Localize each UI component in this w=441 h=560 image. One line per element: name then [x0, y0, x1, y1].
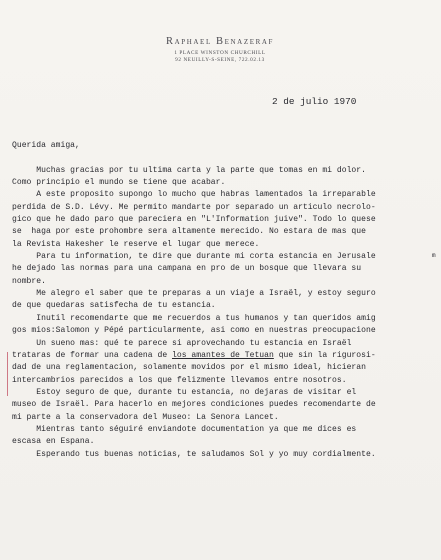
letterhead — [110, 36, 330, 63]
body-line: escasa en Espana. — [12, 437, 95, 447]
body-line: Para tu information, te dire que durante mi corta estancia en Jerusale — [12, 252, 376, 262]
body-line: de que quedaras satisfecha de tu estancia. — [12, 301, 216, 311]
spacer — [12, 152, 436, 164]
body-line: Como principio el mundo se tiene que acabar. — [12, 178, 226, 188]
margin-annotation-mark — [7, 352, 11, 396]
letterhead-address-line-2: 92 NEUILLY-S-SEINE, 722.02.13 — [175, 57, 265, 63]
letter-date: 2 de julio 1970 — [272, 96, 357, 107]
letterhead-address-line-1: 1 PLACE WINSTON CHURCHILL — [174, 50, 266, 56]
body-line: he dejado las normas para una campana en pro de un bosque que llevara su — [12, 264, 362, 274]
letterhead-name: Raphael Benazeraf — [166, 36, 274, 47]
underlined-phrase: los amantes de Tetuan — [172, 350, 274, 360]
body-line: Mientras tanto séguiré enviandote documentation ya que me dices es — [12, 424, 357, 434]
body-line: A este proposito supongo lo mucho que habras lamentados la irreparable — [12, 190, 376, 200]
body-line: mi parte a la conservadora del Museo: La Senora Lancet. — [12, 412, 279, 422]
body-line: se haga por este prohombre sera altamente merecido. No estara de mas que — [12, 227, 366, 237]
body-line: museo de Israël. Para hacerlo en mejores condiciones puedes recomendarte de — [12, 400, 376, 410]
body-line: Esperando tus buenas noticias, te saludamos Sol y yo muy cordialmente. — [12, 449, 376, 459]
letter-body — [12, 140, 436, 461]
body-line: Un sueno mas: qué te parece si aprovechando tu estancia en Israël — [12, 338, 352, 348]
body-line: intercambrios parecidos a los que felizmente llevamos entre nosotros. — [12, 375, 347, 385]
body-line: perdida de S.D. Lévy. Me permito mandarte por separado un articulo necrolo- — [12, 202, 376, 212]
stray-mark: m — [432, 252, 436, 259]
body-line-underlined: trataras de formar una cadena de los amantes de Tetuan que sin la rigurosi- — [12, 350, 376, 360]
body-line: Me alegro el saber que te preparas a un viaje a Israël, y estoy seguro — [12, 289, 376, 299]
body-line: Muchas gracias por tu ultima carta y la parte que tomas en mi dolor. — [12, 165, 366, 175]
body-line: nombre. — [12, 276, 46, 286]
body-line: dad de una reglamentacion, solamente movidos por el mismo ideal, hicieran — [12, 363, 366, 373]
body-line: Inutil recomendarte que me recuerdos a tus humanos y tan queridos amig — [12, 313, 376, 323]
body-line: Estoy seguro de que, durante tu estancia, no dejaras de visitar el — [12, 387, 357, 397]
body-line: gico que he dado paro que pareciera en "L'Information juive". Todo lo quese — [12, 215, 376, 225]
body-line: la Revista Hakesher le reserve el lugar que merece. — [12, 239, 260, 249]
body-line: gos mios:Salomon y Pépé particularmente, asi como en nuestras preocupacione — [12, 326, 376, 336]
salutation: Querida amiga, — [12, 141, 80, 150]
